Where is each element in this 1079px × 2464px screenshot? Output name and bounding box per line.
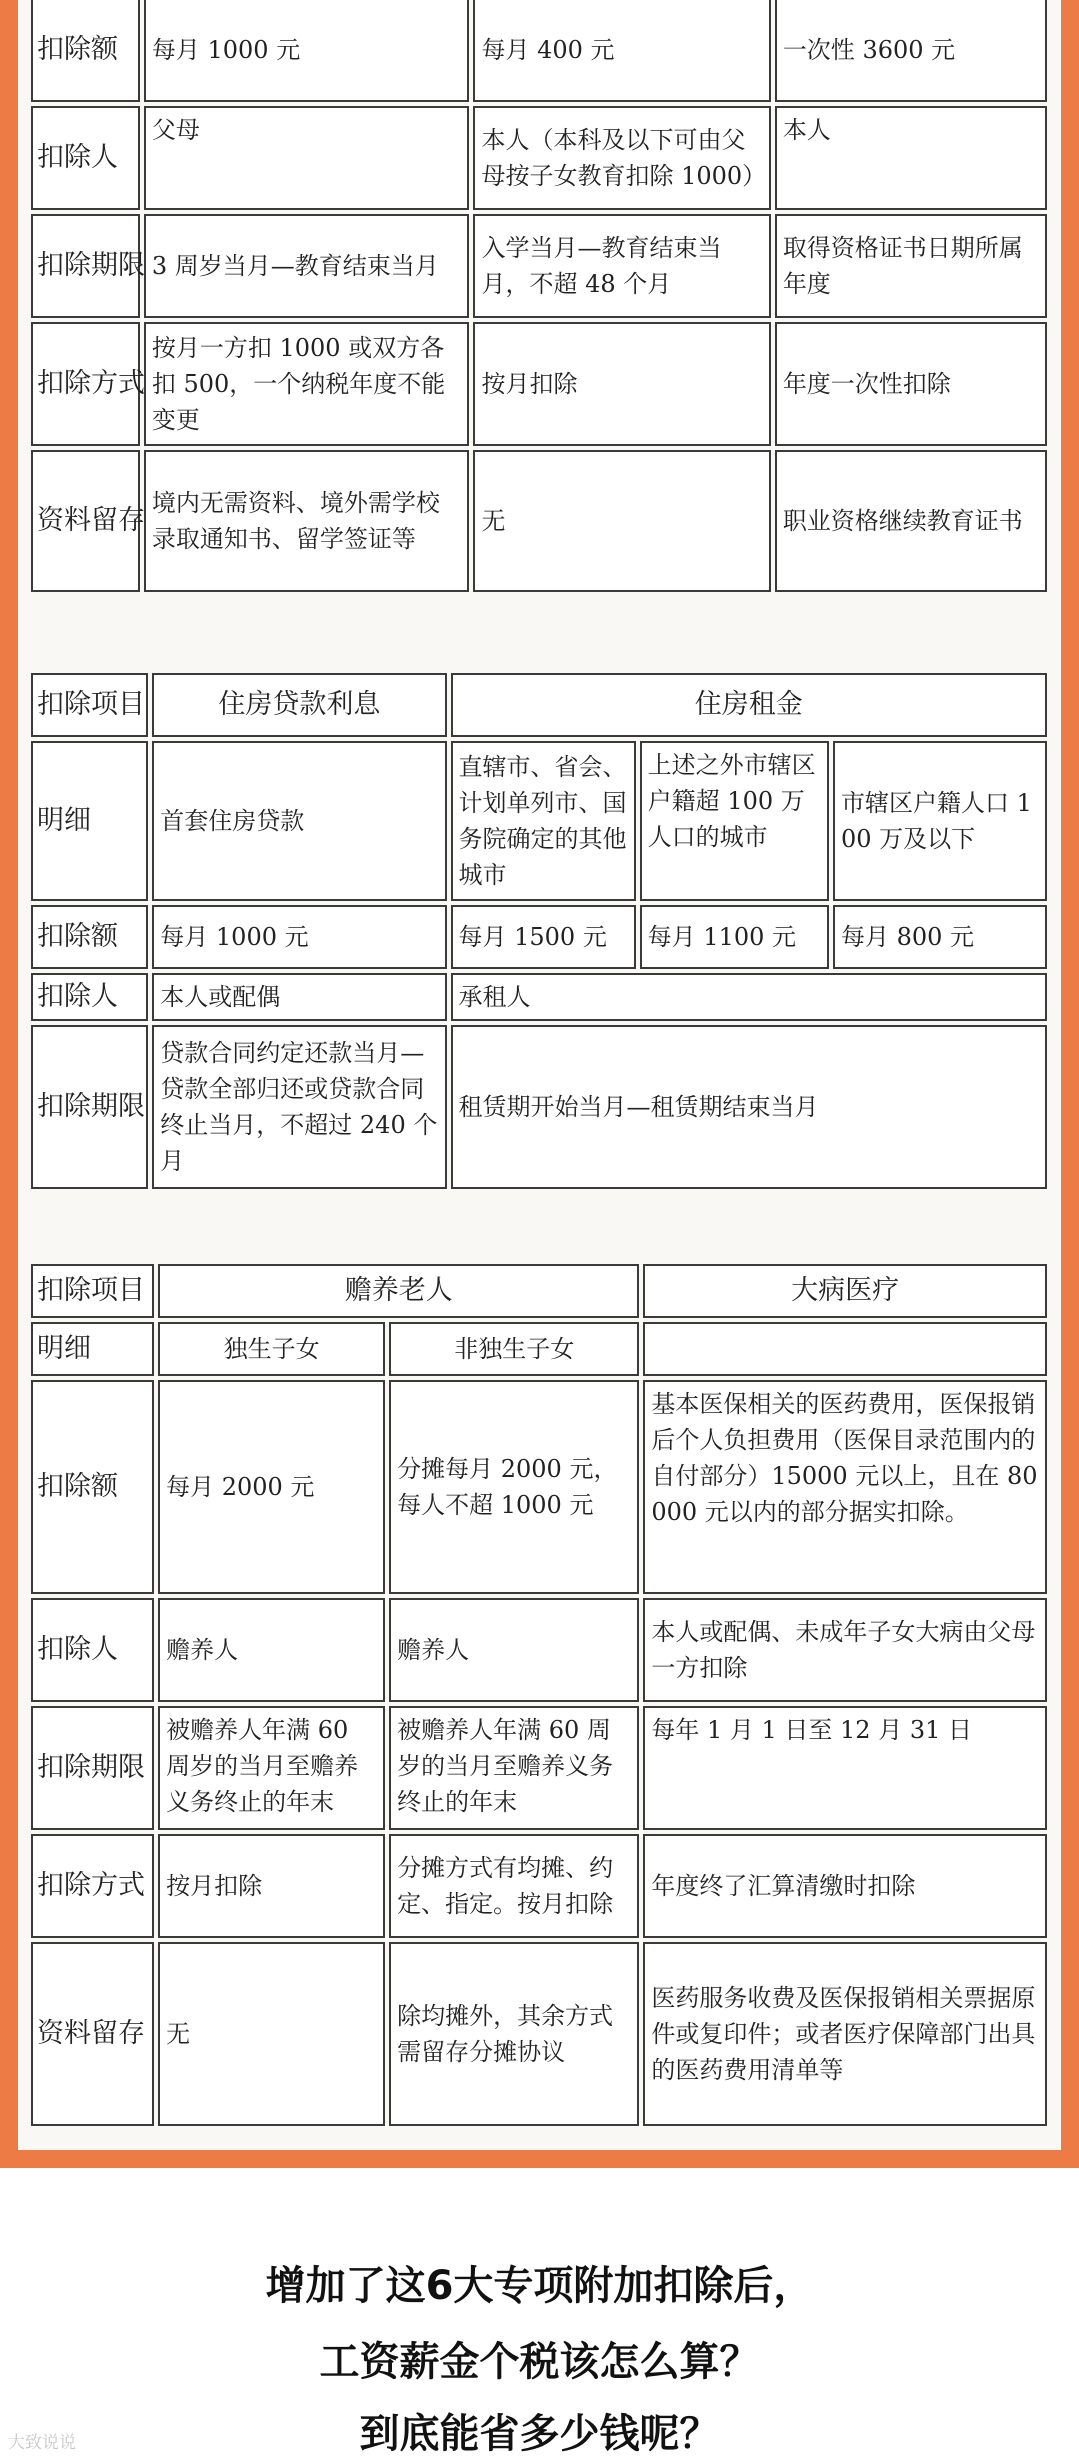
table-row bbox=[31, 1264, 1047, 1318]
table-cell: 取得资格证书日期所属年度 bbox=[775, 214, 1047, 318]
table-row bbox=[31, 322, 1047, 446]
table-cell: 每月 2000 元 bbox=[158, 1380, 385, 1594]
table-cell: 无 bbox=[473, 450, 770, 592]
table-cell: 境内无需资料、境外需学校录取通知书、留学签证等 bbox=[144, 450, 470, 592]
table-cell: 被赡养人年满 60 周岁的当月至赡养义务终止的年末 bbox=[158, 1706, 385, 1830]
table-cell: 职业资格继续教育证书 bbox=[775, 450, 1047, 592]
row-label: 扣除额 bbox=[31, 905, 148, 969]
table-cell: 医药服务收费及医保报销相关票据原件或复印件；或者医疗保障部门出具的医药费用清单等 bbox=[643, 1942, 1047, 2126]
row-label: 扣除人 bbox=[31, 973, 148, 1021]
table-cell: 3 周岁当月—教育结束当月 bbox=[144, 214, 470, 318]
footer-line-3: 到底能省多少钱呢？ bbox=[359, 2411, 720, 2457]
table-row bbox=[31, 1706, 1047, 1830]
table-cell: 按月扣除 bbox=[158, 1834, 385, 1938]
column-header: 住房贷款利息 bbox=[152, 673, 446, 737]
table-cell: 每月 1100 元 bbox=[640, 905, 829, 969]
table-cell: 按月扣除 bbox=[473, 322, 770, 446]
column-header: 大病医疗 bbox=[643, 1264, 1047, 1318]
table-cell: 贷款合同约定还款当月—贷款全部归还或贷款合同终止当月，不超过 240 个月 bbox=[152, 1025, 446, 1189]
row-label: 扣除人 bbox=[31, 1598, 154, 1702]
table-cell: 本人或配偶、未成年子女大病由父母一方扣除 bbox=[643, 1598, 1047, 1702]
row-label: 扣除期限 bbox=[31, 1025, 148, 1189]
table-row bbox=[31, 1322, 1047, 1376]
column-header: 赡养老人 bbox=[158, 1264, 639, 1318]
table-cell: 市辖区户籍人口 100 万及以下 bbox=[833, 741, 1047, 901]
table-row bbox=[31, 106, 1047, 210]
table-cell: 按月一方扣 1000 或双方各扣 500，一个纳税年度不能变更 bbox=[144, 322, 470, 446]
table-cell: 每月 400 元 bbox=[473, 0, 770, 102]
deduction-table-elderly-medical bbox=[27, 1260, 1051, 2130]
column-header: 住房租金 bbox=[451, 673, 1048, 737]
row-label: 扣除期限 bbox=[31, 214, 140, 318]
deduction-table-housing bbox=[27, 669, 1051, 1193]
table-cell bbox=[643, 1322, 1047, 1376]
row-label: 扣除项目 bbox=[31, 673, 148, 737]
table-row bbox=[31, 1834, 1047, 1938]
table-cell: 分摊方式有均摊、约定、指定。按月扣除 bbox=[389, 1834, 639, 1938]
table-cell: 承租人 bbox=[451, 973, 1048, 1021]
row-label: 扣除方式 bbox=[31, 1834, 154, 1938]
table-cell: 上述之外市辖区户籍超 100 万人口的城市 bbox=[640, 741, 829, 901]
table-row bbox=[31, 1380, 1047, 1594]
table-row bbox=[31, 973, 1047, 1021]
table-row bbox=[31, 1942, 1047, 2126]
row-label: 资料留存 bbox=[31, 450, 140, 592]
table-cell: 直辖市、省会、计划单列市、国务院确定的其他城市 bbox=[451, 741, 636, 901]
table-cell: 父母 bbox=[144, 106, 470, 210]
row-label: 明细 bbox=[31, 741, 148, 901]
table-cell: 一次性 3600 元 bbox=[775, 0, 1047, 102]
footer-line-1: 增加了这6大专项附加扣除后， bbox=[265, 2263, 814, 2309]
row-label: 扣除方式 bbox=[31, 322, 140, 446]
watermark: 大致说说 bbox=[8, 2433, 76, 2453]
table-cell: 基本医保相关的医药费用，医保报销后个人负担费用（医保目录范围内的自付部分）15000 元以上，且在 80000 元以内的部分据实扣除。 bbox=[643, 1380, 1047, 1594]
table-row bbox=[31, 214, 1047, 318]
table-cell: 每年 1 月 1 日至 12 月 31 日 bbox=[643, 1706, 1047, 1830]
row-label: 扣除额 bbox=[31, 1380, 154, 1594]
table-cell: 租赁期开始当月—租赁期结束当月 bbox=[451, 1025, 1048, 1189]
row-label: 扣除人 bbox=[31, 106, 140, 210]
table-row bbox=[31, 673, 1047, 737]
row-label: 扣除项目 bbox=[31, 1264, 154, 1318]
table-cell: 每月 1000 元 bbox=[144, 0, 470, 102]
table-cell: 无 bbox=[158, 1942, 385, 2126]
row-label: 资料留存 bbox=[31, 1942, 154, 2126]
table-cell: 首套住房贷款 bbox=[152, 741, 446, 901]
table-cell: 每月 800 元 bbox=[833, 905, 1047, 969]
row-label: 明细 bbox=[31, 1322, 154, 1376]
table-row bbox=[31, 741, 1047, 901]
table-cell: 年度终了汇算清缴时扣除 bbox=[643, 1834, 1047, 1938]
table-row bbox=[31, 450, 1047, 592]
table-cell: 入学当月—教育结束当月，不超 48 个月 bbox=[473, 214, 770, 318]
table-row bbox=[31, 1598, 1047, 1702]
footer bbox=[0, 2168, 1079, 2464]
table-cell: 每月 1000 元 bbox=[152, 905, 446, 969]
footer-line-2: 工资薪金个税该怎么算？ bbox=[319, 2339, 760, 2385]
table-cell: 每月 1500 元 bbox=[451, 905, 636, 969]
column-header: 独生子女 bbox=[158, 1322, 385, 1376]
column-header: 非独生子女 bbox=[389, 1322, 639, 1376]
table-row bbox=[31, 905, 1047, 969]
table-row bbox=[31, 1025, 1047, 1189]
table-cell: 赡养人 bbox=[158, 1598, 385, 1702]
table-cell: 除均摊外，其余方式需留存分摊协议 bbox=[389, 1942, 639, 2126]
deduction-table-education bbox=[27, 0, 1051, 596]
table-cell: 年度一次性扣除 bbox=[775, 322, 1047, 446]
table-cell: 本人（本科及以下可由父母按子女教育扣除 1000） bbox=[473, 106, 770, 210]
table-row bbox=[31, 0, 1047, 102]
table-cell: 被赡养人年满 60 周岁的当月至赡养义务终止的年末 bbox=[389, 1706, 639, 1830]
row-label: 扣除期限 bbox=[31, 1706, 154, 1830]
table-cell: 本人 bbox=[775, 106, 1047, 210]
table-cell: 分摊每月 2000 元，每人不超 1000 元 bbox=[389, 1380, 639, 1594]
table-cell: 赡养人 bbox=[389, 1598, 639, 1702]
row-label: 扣除额 bbox=[31, 0, 140, 102]
table-cell: 本人或配偶 bbox=[152, 973, 446, 1021]
